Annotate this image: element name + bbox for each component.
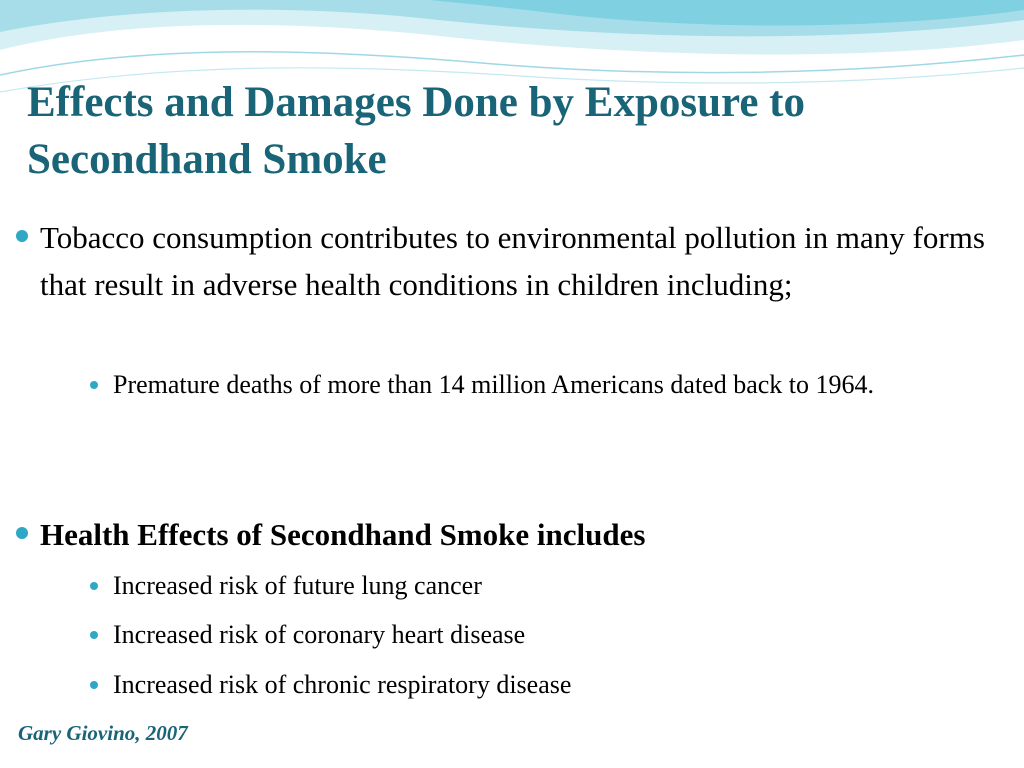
sub-bullet-text: Premature deaths of more than 14 million Americans dated back to 1964. <box>113 370 875 399</box>
bullet-dot-icon <box>16 527 28 539</box>
sub-bullet-text: Increased risk of coronary heart disease <box>113 620 526 649</box>
sub-bullet-dot-icon <box>90 582 98 590</box>
sub-bullet-respiratory-disease <box>113 664 983 706</box>
bullet-dot-icon <box>16 230 28 242</box>
sub-bullet-lung-cancer <box>113 565 983 607</box>
sub-bullet-dot-icon <box>90 681 98 689</box>
citation: Gary Giovino, 2007 <box>18 721 188 745</box>
bullet-text: Health Effects of Secondhand Smoke includes <box>40 517 646 552</box>
bullet-text: Tobacco consumption contributes to environmental pollution in many forms that result in adverse health conditions in children including; <box>40 220 985 302</box>
sub-bullet-text: Increased risk of chronic respiratory disease <box>113 670 572 699</box>
bullet-item-health-effects <box>40 511 1020 558</box>
sub-bullet-dot-icon <box>90 381 98 389</box>
sub-bullet-text: Increased risk of future lung cancer <box>113 571 482 600</box>
sub-bullet-heart-disease <box>113 614 983 656</box>
slide-title: Effects and Damages Done by Exposure to Secondhand Smoke <box>27 79 805 183</box>
sub-bullet-dot-icon <box>90 631 98 639</box>
sub-bullet-premature-deaths <box>113 364 983 406</box>
bullet-item-tobacco-consumption <box>40 214 1020 308</box>
